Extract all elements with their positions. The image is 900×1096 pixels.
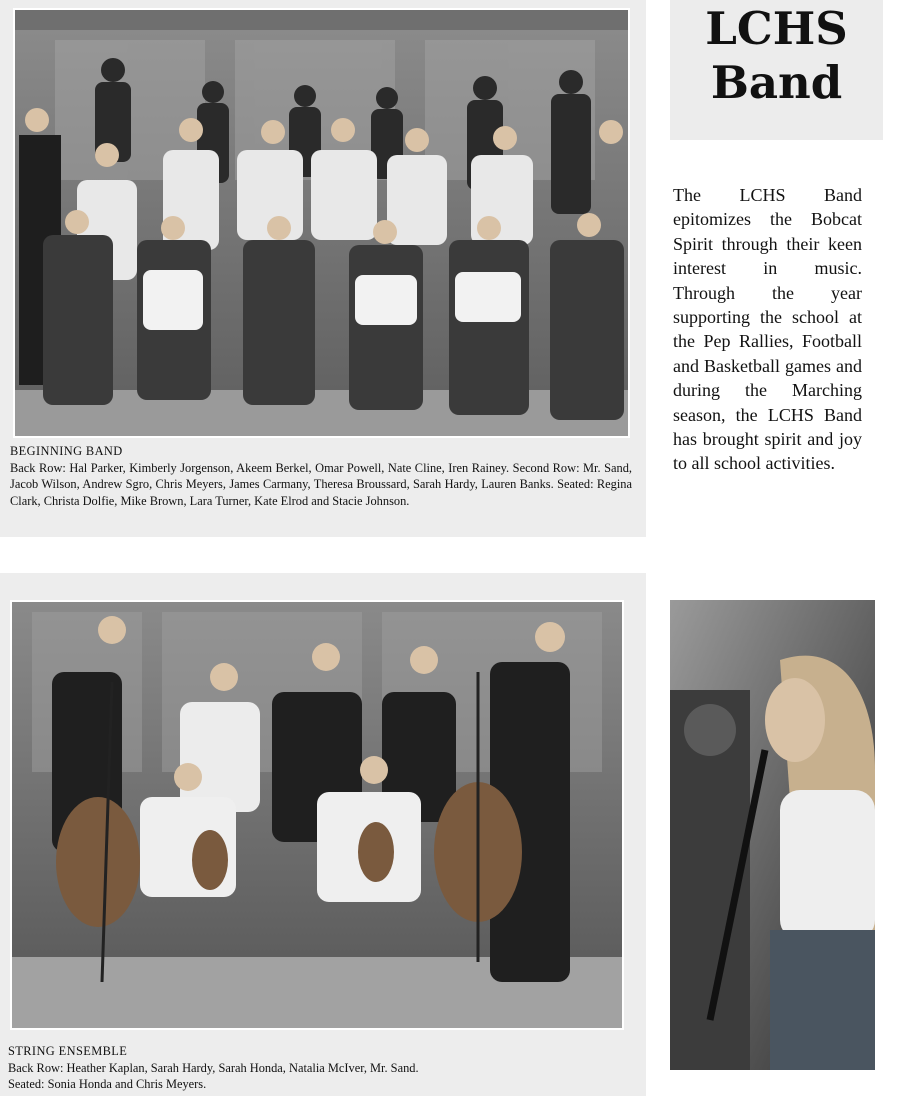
beginning-band-heading: BEGINNING BAND	[10, 444, 123, 458]
beginning-band-seated: Seated: Regina Clark, Christa Dolfie, Mike Brown, Lara Turner, Kate Elrod and Stacie Johnson.	[10, 477, 632, 508]
beginning-band-back-row: Back Row: Hal Parker, Kimberly Jorgenson, Akeem Berkel, Omar Powell, Nate Cline, Iren Rainey.	[10, 460, 510, 475]
beginning-band-caption	[10, 443, 632, 509]
string-ensemble-photo	[10, 600, 624, 1030]
beginning-band-photo	[13, 8, 630, 438]
string-ensemble-caption	[8, 1043, 628, 1093]
string-ensemble-back-row: Back Row: Heather Kaplan, Sarah Hardy, Sarah Honda, Natalia McIver, Mr. Sand.	[8, 1060, 419, 1075]
page-title	[670, 2, 883, 110]
candid-clarinet-photo	[670, 600, 875, 1070]
title-line-2: Band	[710, 56, 843, 109]
string-ensemble-seated: Seated: Sonia Honda and Chris Meyers.	[8, 1077, 207, 1092]
string-ensemble-heading: STRING ENSEMBLE	[8, 1044, 128, 1058]
title-line-1: LCHS	[705, 2, 848, 55]
intro-paragraph: The LCHS Band epitomizes the Bobcat Spirit through their keen interest in music. Through the year supporting the school at the Pep Rallies, Football and Basketball games and during the Marching season, the LCHS Band has brought spirit and joy to all school activities.	[673, 185, 862, 474]
beginning-band-second-row: Second Row: Mr. Sand, Jacob Wilson, Andrew Sgro, Chris Meyers, James Carmany, Theresa Broussard, Sarah Hardy, Lauren Banks.	[10, 460, 632, 492]
